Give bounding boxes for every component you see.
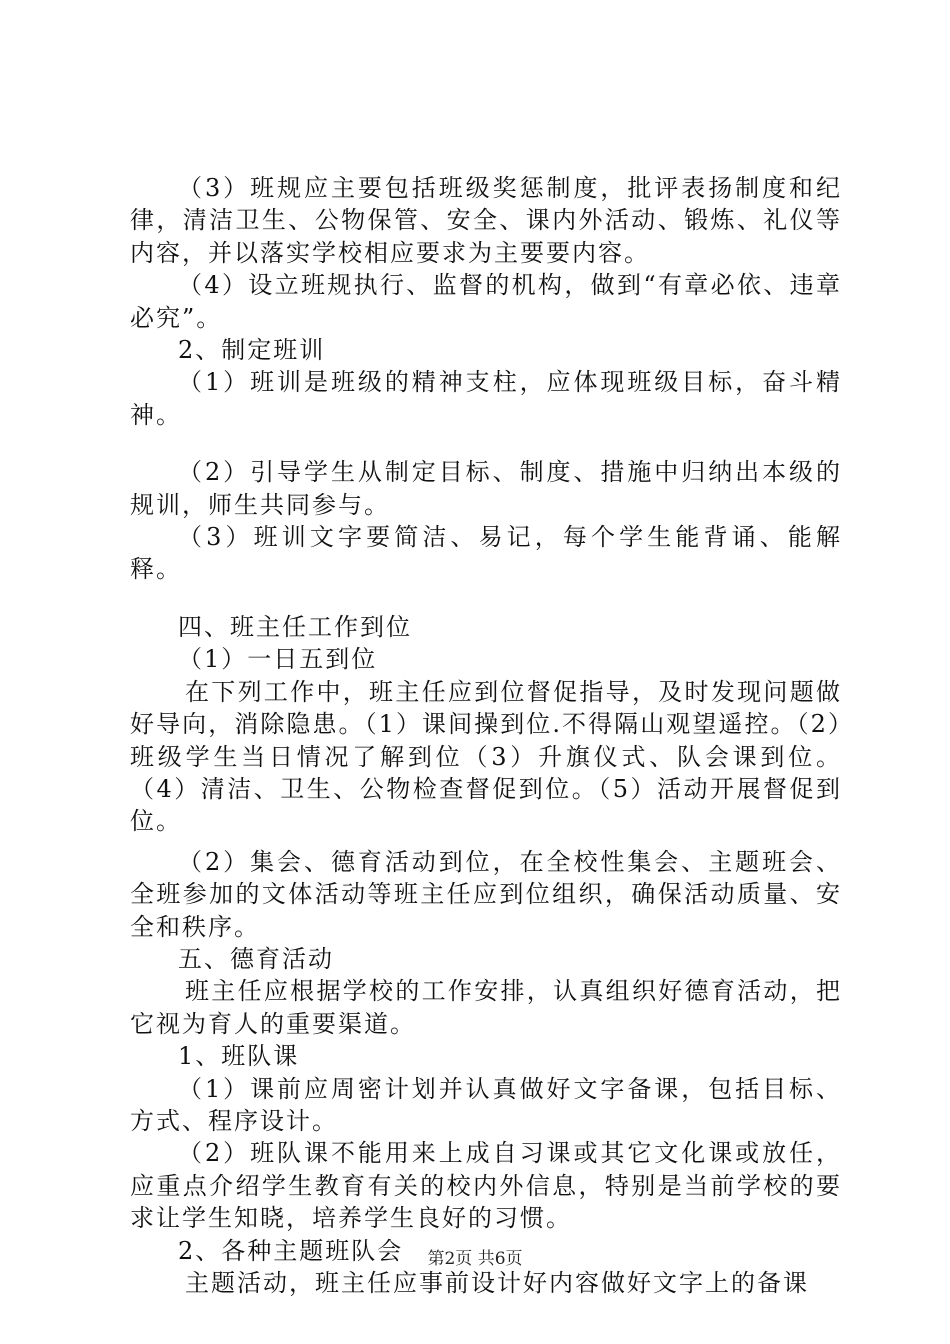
heading-teacher-duties: 四、班主任工作到位 — [178, 612, 412, 641]
paragraph-class-rules-supervision: （4）设立班规执行、监督的机构，做到“有章必依、违章必究”。 — [130, 271, 842, 332]
paragraph-motto-spirit: （1）班训是班级的精神支柱，应体现班级目标，奋斗精神。 — [130, 368, 842, 429]
paragraph-class-rules-content: （3）班规应主要包括班级奖惩制度，批评表扬制度和纪律，清洁卫生、公物保管、安全、课内外活动、锻炼、礼仪等内容，并以落实学校相应要求为主要要内容。 — [130, 174, 842, 267]
paragraph-moral-activities: 班主任应根据学校的工作安排，认真组织好德育活动，把它视为育人的重要渠道。 — [130, 977, 842, 1038]
page-number-footer: 第2页 共6页 — [427, 1249, 523, 1269]
paragraph-daily-five-detail: 在下列工作中，班主任应到位督促指导，及时发现问题做好导向，消除隐患。（1）课间操到位.不得隔山观望遥控。（2）班级学生当日情况了解到位（3）升旗仪式、队会课到位。（4）清洁、卫生、公物检查督促到位。（5）活动开展督促到位。 — [130, 677, 842, 836]
heading-theme-meetings: 2、各种主题班队会 — [178, 1236, 404, 1265]
spacer — [130, 586, 842, 611]
heading-class-meeting: 1、班队课 — [178, 1042, 300, 1071]
paragraph-motto-guidance: （2）引导学生从制定目标、制度、措施中归纳出本级的规训，师生共同参与。 — [130, 458, 842, 519]
heading-class-motto: 2、制定班训 — [178, 336, 326, 365]
paragraph-assembly-duties: （2）集会、德育活动到位，在全校性集会、主题班会、全班参加的文体活动等班主任应到位组织，确保活动质量、安全和秩序。 — [130, 847, 842, 941]
heading-moral-activities: 五、德育活动 — [178, 944, 334, 973]
heading-daily-five: （1）一日五到位 — [178, 645, 378, 674]
paragraph-motto-wording: （3）班训文字要简洁、易记，每个学生能背诵、能解释。 — [130, 523, 842, 584]
paragraph-theme-activities: 主题活动，班主任应事前设计好内容做好文字上的备课 — [185, 1269, 809, 1297]
paragraph-class-meeting-plan: （1）课前应周密计划并认真做好文字备课，包括目标、方式、程序设计。 — [130, 1074, 842, 1135]
paragraph-class-meeting-use: （2）班队课不能用来上成自习课或其它文化课或放任，应重点介绍学生教育有关的校内外信息，特别是当前学校的要求让学生知晓，培养学生良好的习惯。 — [130, 1139, 842, 1233]
document-body — [130, 172, 842, 1299]
spacer — [130, 431, 842, 456]
